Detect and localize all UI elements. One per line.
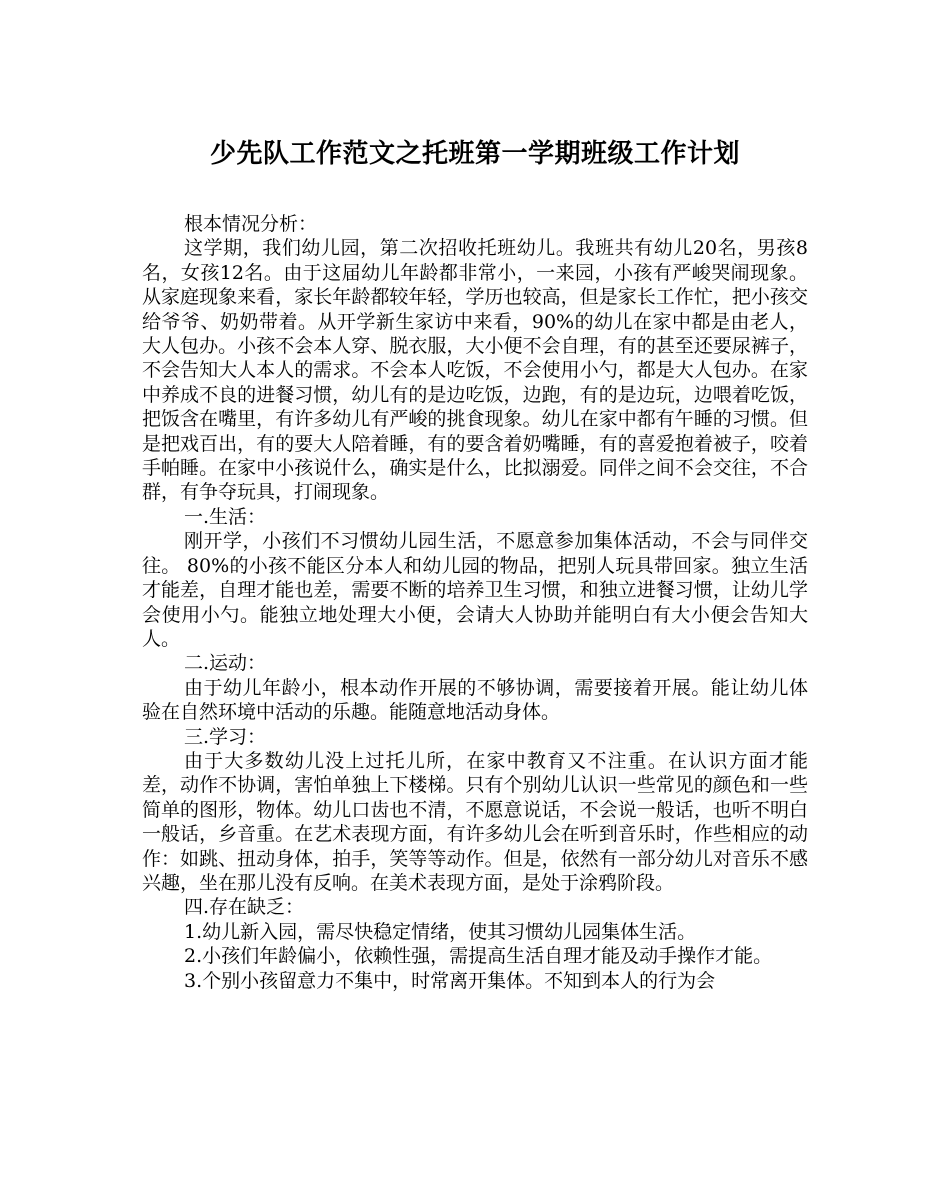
heading-situation-analysis: 根本情况分析： (184, 213, 318, 235)
heading-life: 一.生活： (184, 505, 267, 528)
paragraph-study: 由于大多数幼儿没上过托儿所，在家中教育又不注重。在认识方面才能差，动作不协调，害怕单独上下楼梯。只有个别幼儿认识一些常见的颜色和一些简单的图形，物体。幼儿口齿也不清，不愿意说话，不会说一般话，也听不明白一般话，乡音重。在艺术表现方面，有许多幼儿会在听到音乐时，作些相应的动作：如跳、扭动身体，拍手，笑等等动作。但是，依然有一部分幼儿对音乐不感兴趣，坐在那儿没有反响。在美术表现方面，是处于涂鸦阶段。 (142, 749, 808, 894)
document-title: 少先队工作范文之托班第一学期班级工作计划 (209, 139, 740, 169)
paragraph-situation-analysis: 这学期，我们幼儿园，第二次招收托班幼儿。我班共有幼儿20名，男孩8名，女孩12名。由于这届幼儿年龄都非常小，一来园，小孩有严峻哭闹现象。从家庭现象来看，家长年龄都较年轻，学历也较高，但是家长工作忙，把小孩交给爷爷、奶奶带着。从开学新生家访中来看，90%的幼儿在家中都是由老人，大人包办。小孩不会本人穿、脱衣服，大小便不会自理，有的甚至还要尿裤子，不会告知大人本人的需求。不会本人吃饭，不会使用小勺，都是大人包办。在家中养成不良的进餐习惯，幼儿有的是边吃饭，边跑，有的是边玩，边喂着吃饭，把饭含在嘴里，有许多幼儿有严峻的挑食现象。幼儿在家中都有午睡的习惯。但是把戏百出，有的要大人陪着睡，有的要含着奶嘴睡，有的喜爱抱着被子，咬着手帕睡。在家中小孩说什么，确实是什么，比拟溺爱。同伴之间不会交往，不合群，有争夺玩具，打闹现象。 (142, 237, 808, 504)
heading-study: 三.学习： (184, 725, 267, 748)
paragraph-life: 刚开学，小孩们不习惯幼儿园生活，不愿意参加集体活动，不会与同伴交往。 80%的小孩不能区分本人和幼儿园的物品，把别人玩具带回家。独立生活才能差，自理才能也差，需要不断的培养卫生习惯，和独立进餐习惯，让幼儿学会使用小勺。能独立地处理大小便，会请大人协助并能明白有大小便会告知大人。 (142, 530, 808, 650)
list-item-2: 2.小孩们年龄偏小，依赖性强，需提高生活自理才能及动手操作才能。 (184, 945, 773, 968)
list-item-3: 3.个别小孩留意力不集中，时常离开集体。不知到本人的行为会 (184, 969, 716, 992)
paragraph-exercise: 由于幼儿年龄小，根本动作开展的不够协调，需要接着开展。能让幼儿体验在自然环境中活动的乐趣。能随意地活动身体。 (142, 676, 808, 724)
document-body (142, 212, 808, 993)
heading-shortcomings: 四.存在缺乏： (184, 896, 305, 919)
heading-exercise: 二.运动： (184, 652, 267, 675)
list-item-1: 1.幼儿新入园，需尽快稳定情绪，使其习惯幼儿园集体生活。 (184, 920, 697, 943)
